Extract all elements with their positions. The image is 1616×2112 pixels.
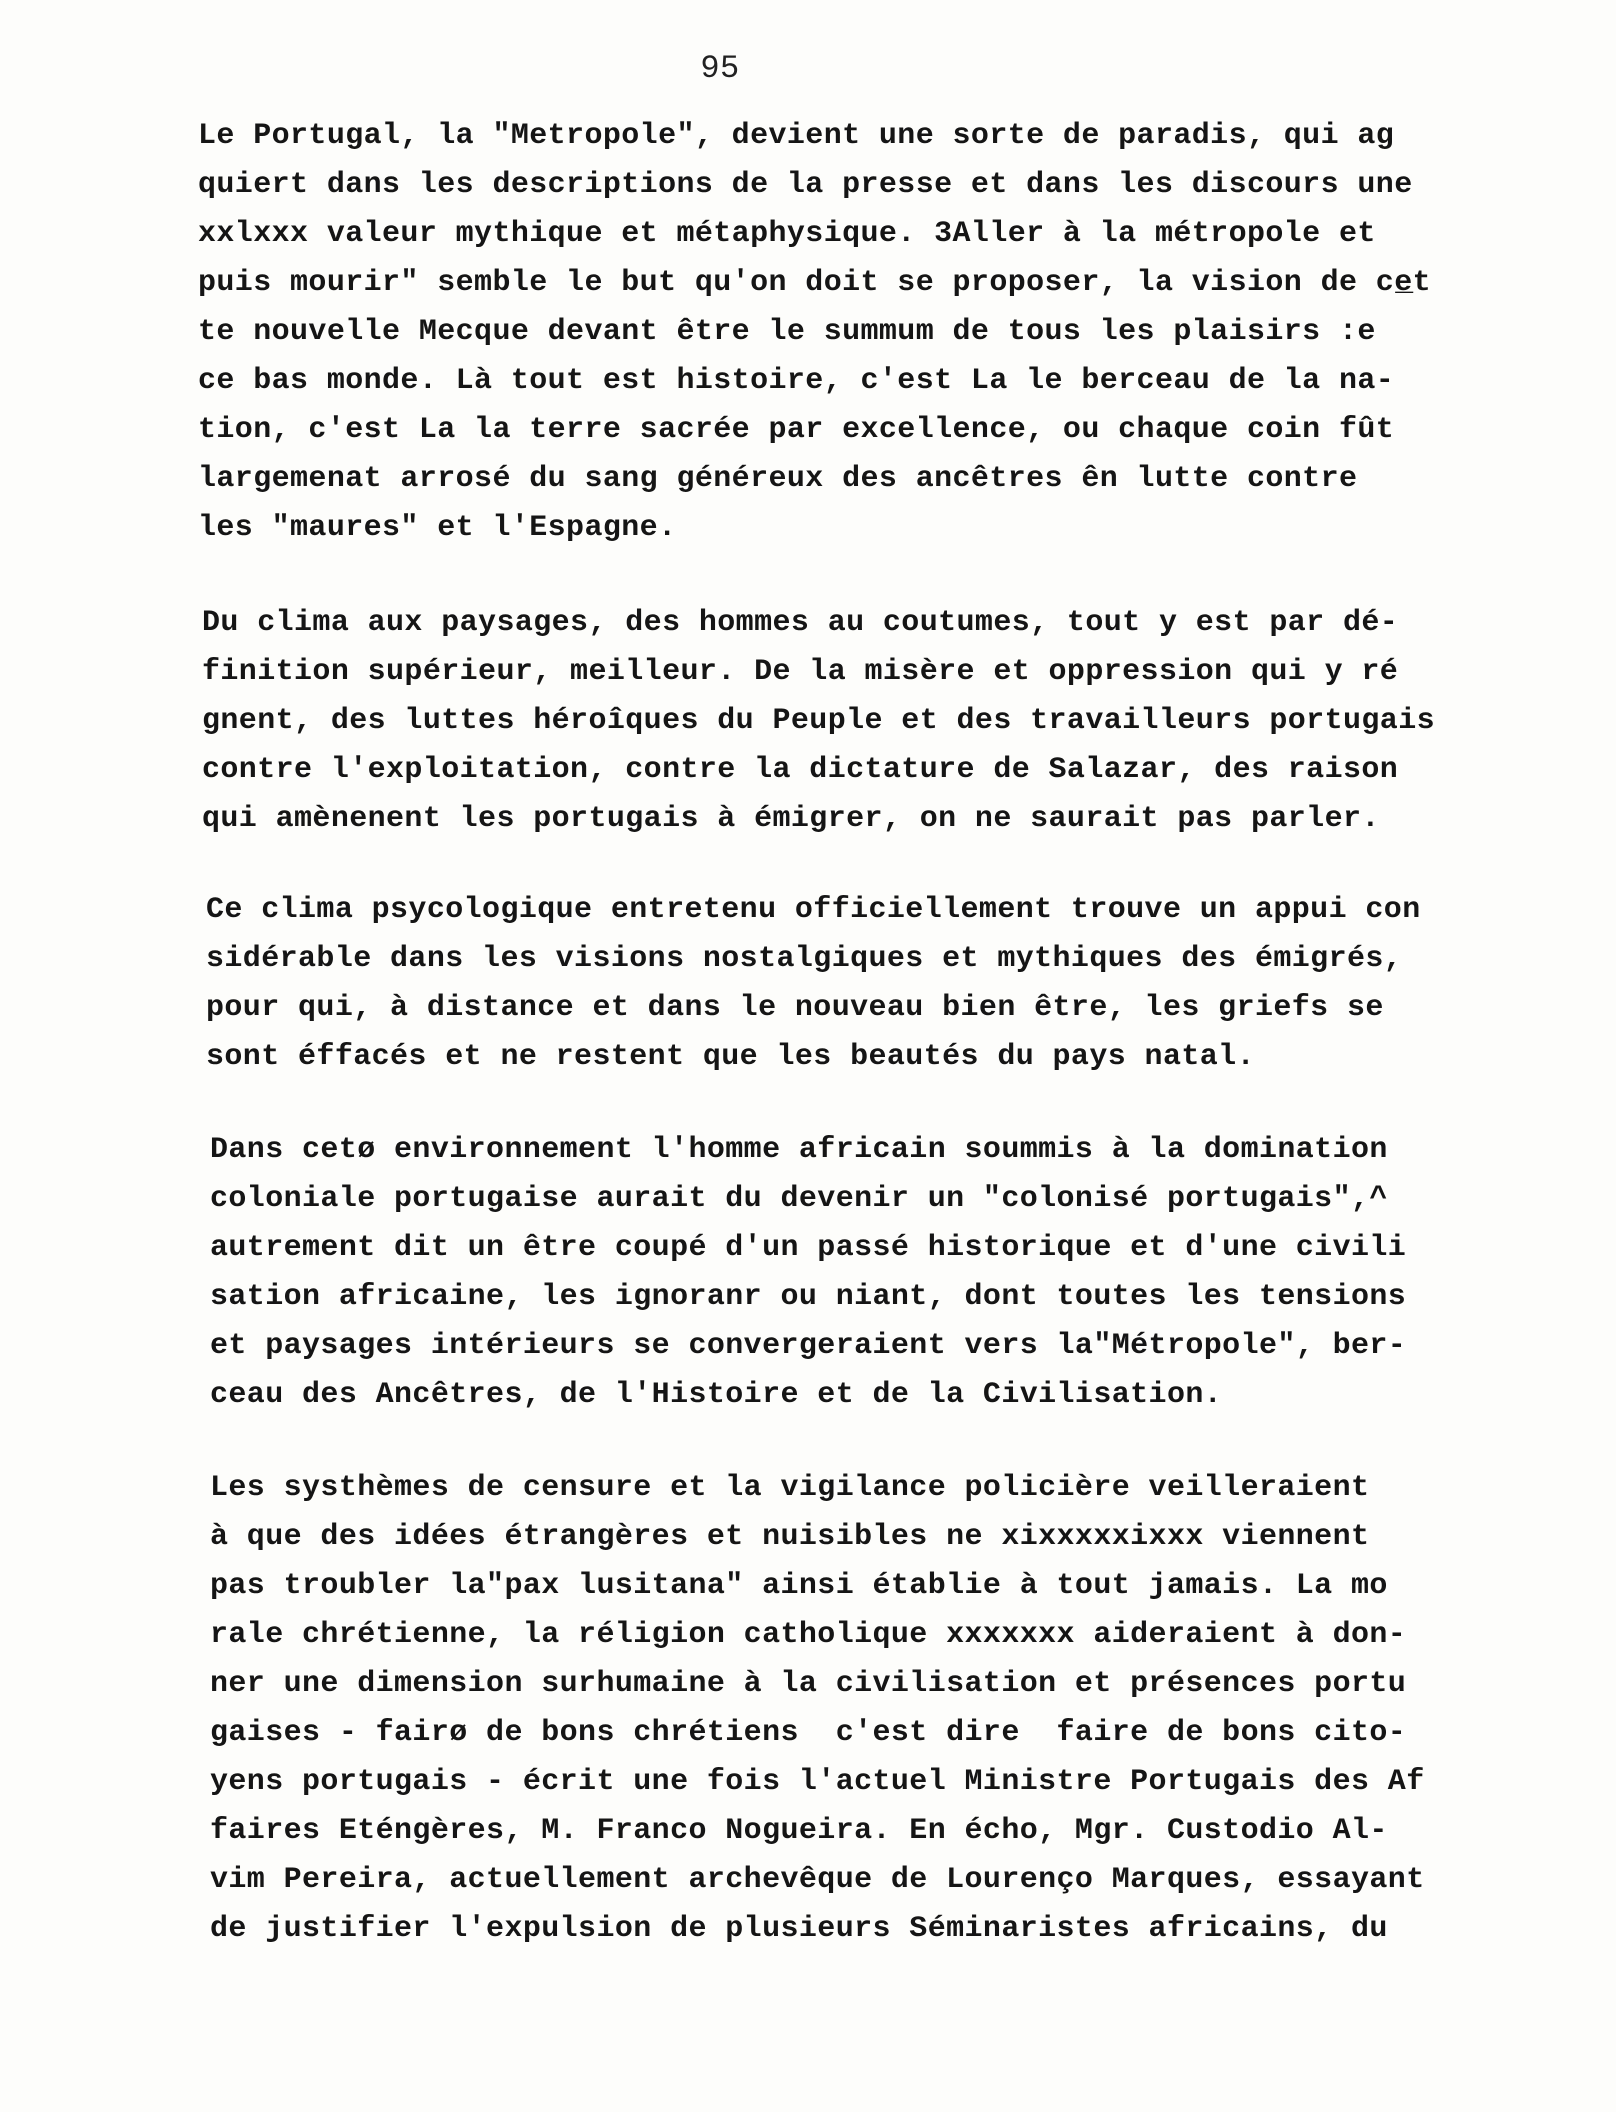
text-line: yens portugais - écrit une fois l'actuel Ministre Portugais des Af [210, 1765, 1425, 1799]
text-line: finition supérieur, meilleur. De la misère et oppression qui y ré [202, 655, 1399, 689]
paragraph-3 [198, 886, 1578, 1082]
text-line: puis mourir" semble le but qu'on doit se proposer, la vision de ce̲t [198, 266, 1431, 300]
text-line: qui amènenent les portugais à émigrer, on ne saurait pas parler. [202, 802, 1380, 836]
text-line: te nouvelle Mecque devant être le summum de tous les plaisirs :e [198, 315, 1376, 349]
text-line: Ce clima psycologique entretenu officiellement trouve un appui con [206, 893, 1421, 927]
text-line: largemenat arrosé du sang généreux des ancêtres ên lutte contre [198, 462, 1358, 496]
paragraph-4 [198, 1126, 1578, 1420]
text-line: Dans cetø environnement l'homme africain soummis à la domination [210, 1133, 1388, 1167]
text-line: vim Pereira, actuellement archevêque de Lourenço Marques, essayant [210, 1863, 1425, 1897]
paragraph-1 [198, 112, 1578, 553]
text-line: tion, c'est La la terre sacrée par excellence, ou chaque coin fût [198, 413, 1395, 447]
body-text [198, 112, 1578, 2002]
paragraph-2 [198, 599, 1578, 844]
text-line: les "maures" et l'Espagne. [198, 511, 677, 545]
text-line: ner une dimension surhumaine à la civilisation et présences portu [210, 1667, 1407, 1701]
text-line: sidérable dans les visions nostalgiques et mythiques des émigrés, [206, 942, 1403, 976]
text-line: Les systhèmes de censure et la vigilance policière veilleraient [210, 1471, 1370, 1505]
text-line: contre l'exploitation, contre la dictature de Salazar, des raison [202, 753, 1399, 787]
text-line: et paysages intérieurs se convergeraient vers la"Métropole", ber- [210, 1329, 1407, 1363]
text-line: pas troubler la"pax lusitana" ainsi établie à tout jamais. La mo [210, 1569, 1388, 1603]
page-number: 95 [700, 50, 740, 87]
text-line: gaises - fairø de bons chrétiens c'est dire faire de bons cito- [210, 1716, 1407, 1750]
text-line: xxlxxx valeur mythique et métaphysique. 3Aller à la métropole et [198, 217, 1376, 251]
text-line: quiert dans les descriptions de la presse et dans les discours une [198, 168, 1413, 202]
text-line: sation africaine, les ignoranr ou niant, dont toutes les tensions [210, 1280, 1407, 1314]
text-line: ce bas monde. Là tout est histoire, c'est La le berceau de la na- [198, 364, 1395, 398]
text-line: gnent, des luttes héroîques du Peuple et des travailleurs portugais [202, 704, 1435, 738]
text-line: de justifier l'expulsion de plusieurs Séminaristes africains, du [210, 1912, 1388, 1946]
text-line: Le Portugal, la "Metropole", devient une sorte de paradis, qui ag [198, 119, 1395, 153]
paragraph-5 [198, 1464, 1578, 1954]
text-line: sont éffacés et ne restent que les beautés du pays natal. [206, 1040, 1255, 1074]
text-line: ceau des Ancêtres, de l'Histoire et de la Civilisation. [210, 1378, 1223, 1412]
text-line: rale chrétienne, la réligion catholique xxxxxxx aideraient à don- [210, 1618, 1407, 1652]
text-line: faires Eténgères, M. Franco Nogueira. En écho, Mgr. Custodio Al- [210, 1814, 1388, 1848]
text-line: pour qui, à distance et dans le nouveau bien être, les griefs se [206, 991, 1384, 1025]
text-line: Du clima aux paysages, des hommes au coutumes, tout y est par dé- [202, 606, 1399, 640]
text-line: à que des idées étrangères et nuisibles ne xixxxxxixxx viennent [210, 1520, 1370, 1554]
text-line: autrement dit un être coupé d'un passé historique et d'une civili [210, 1231, 1407, 1265]
text-line: coloniale portugaise aurait du devenir un "colonisé portugais",^ [210, 1182, 1388, 1216]
